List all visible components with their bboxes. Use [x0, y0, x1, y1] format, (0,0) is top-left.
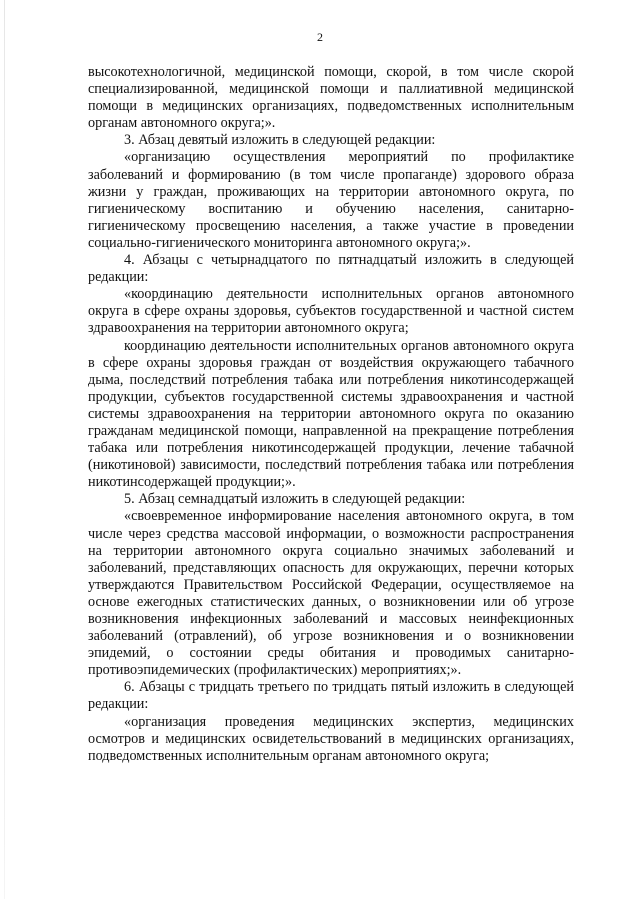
paragraph-item-6-heading: 6. Абзацы с тридцать третьего по тридцать пятый изложить в следующей редакции:	[88, 679, 574, 713]
paragraph-item-5-heading: 5. Абзац семнадцатый изложить в следующей редакции:	[124, 491, 466, 508]
paragraph-item-4-text-1: «координацию деятельности исполнительных органов автономного округа в сфере охраны здоровья, субъектов государственной и частной систем здравоохранения на территории автономного округа;	[88, 286, 574, 337]
paragraph-item-4-text-2: координацию деятельности исполнительных органов автономного округа в сфере охраны здоровья граждан от воздействия окружающего табачного дыма, последствий потребления табака или потребления никотинсодержащей продукции, субъектов государственной системы здравоохранения и частной системы здравоохранения на территории автономного округа по оказанию гражданам медицинской помощи, направленной на прекращение потребления табака или потребления никотинсодержащей продукции, лечение табачной (никотиновой) зависимости, последствий потребления табака или потребления никотинсодержащей продукции;».	[88, 337, 574, 491]
paragraph-item-5-text: «своевременное информирование населения автономного округа, в том числе через средства массовой информации, о возможности распространения на территории автономного округа социально значимых заболеваний и заболеваний, представляющих опасность для окружающих, перечни которых утверждаются Правительством Российской Федерации, осуществляемое на основе ежегодных статистических данных, о возникновении или об угрозе возникновения инфекционных заболеваний и массовых неинфекционных заболеваний (отравлений), об угрозе возникновения и о возникновении эпидемий, о состоянии среды обитания и проводимых санитарно-противоэпидемических (профилактических) мероприятиях;».	[88, 508, 574, 679]
paragraph-continuation: высокотехнологичной, медицинской помощи, скорой, в том числе скорой специализированной, медицинской помощи и паллиативной медицинской помощи в медицинских организациях, подведомственных исполнительным органам автономного округа;».	[88, 64, 574, 132]
paragraph-item-4-heading: 4. Абзацы с четырнадцатого по пятнадцатый изложить в следующей редакции:	[88, 252, 574, 286]
document-body	[88, 64, 574, 765]
paragraph-item-6-text: «организация проведения медицинских экспертиз, медицинских осмотров и медицинских освидетельствований в медицинских организациях, подведомственных исполнительным органам автономного округа;	[88, 713, 574, 764]
paragraph-item-3-text: «организацию осуществления мероприятий по профилактике заболеваний и формированию (в том числе пропаганде) здорового образа жизни у граждан, проживающих на территории автономного округа, по гигиеническому воспитанию и обучению населения, санитарно-гигиеническому просвещению населения, а также участие в проведении социально-гигиенического мониторинга автономного округа;».	[88, 149, 574, 251]
page-number: 2	[317, 30, 323, 44]
scan-edge-line	[4, 0, 5, 899]
paragraph-item-3-heading: 3. Абзац девятый изложить в следующей редакции:	[124, 132, 436, 149]
